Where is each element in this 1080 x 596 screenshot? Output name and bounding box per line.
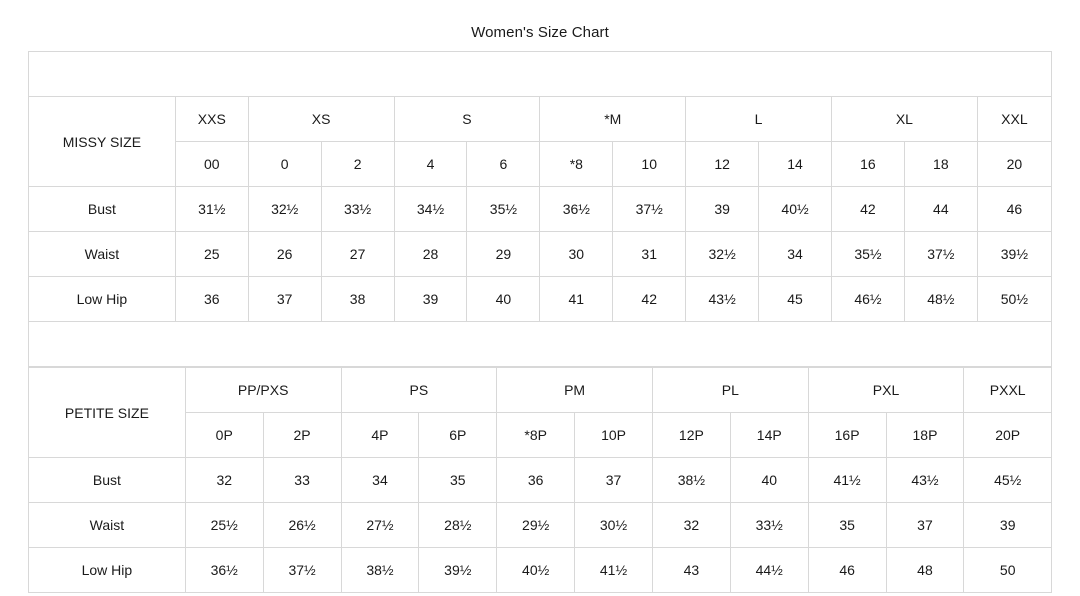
petite-num-4: *8P bbox=[497, 413, 575, 458]
missy-numeric-header-row bbox=[29, 142, 1052, 187]
missy-num-7: 12 bbox=[686, 142, 759, 187]
missy-bust-2: 33½ bbox=[321, 187, 394, 232]
missy-num-0: 00 bbox=[175, 142, 248, 187]
missy-bust-5: 36½ bbox=[540, 187, 613, 232]
missy-bottom-spacer-cell bbox=[29, 322, 1052, 367]
petite-table-wrapper bbox=[0, 367, 1080, 593]
petite-group-pp-pxs: PP/PXS bbox=[185, 368, 341, 413]
missy-group-header-row bbox=[29, 97, 1052, 142]
petite-waist-6: 32 bbox=[652, 503, 730, 548]
petite-num-9: 18P bbox=[886, 413, 964, 458]
petite-bust-6: 38½ bbox=[652, 458, 730, 503]
missy-row-label-bust: Bust bbox=[29, 187, 176, 232]
missy-waist-9: 35½ bbox=[831, 232, 904, 277]
missy-waist-11: 39½ bbox=[977, 232, 1051, 277]
table-row bbox=[29, 232, 1052, 277]
petite-size-label: PETITE SIZE bbox=[29, 368, 186, 458]
table-row bbox=[29, 277, 1052, 322]
missy-spacer-row bbox=[29, 52, 1052, 97]
petite-bust-9: 43½ bbox=[886, 458, 964, 503]
missy-lowhip-7: 43½ bbox=[686, 277, 759, 322]
petite-lowhip-2: 38½ bbox=[341, 548, 419, 593]
missy-waist-4: 29 bbox=[467, 232, 540, 277]
missy-num-8: 14 bbox=[759, 142, 832, 187]
missy-spacer-cell bbox=[29, 52, 1052, 97]
petite-lowhip-10: 50 bbox=[964, 548, 1052, 593]
petite-lowhip-8: 46 bbox=[808, 548, 886, 593]
petite-lowhip-3: 39½ bbox=[419, 548, 497, 593]
petite-size-table bbox=[28, 367, 1052, 593]
missy-bust-1: 32½ bbox=[248, 187, 321, 232]
petite-bust-3: 35 bbox=[419, 458, 497, 503]
petite-bust-7: 40 bbox=[730, 458, 808, 503]
petite-num-2: 4P bbox=[341, 413, 419, 458]
missy-lowhip-1: 37 bbox=[248, 277, 321, 322]
missy-row-label-waist: Waist bbox=[29, 232, 176, 277]
missy-bust-8: 40½ bbox=[759, 187, 832, 232]
missy-bust-9: 42 bbox=[831, 187, 904, 232]
missy-lowhip-9: 46½ bbox=[831, 277, 904, 322]
petite-group-pxl: PXL bbox=[808, 368, 964, 413]
missy-bust-0: 31½ bbox=[175, 187, 248, 232]
missy-num-4: 6 bbox=[467, 142, 540, 187]
missy-bottom-spacer-row bbox=[29, 322, 1052, 367]
petite-group-header-row bbox=[29, 368, 1052, 413]
table-row bbox=[29, 458, 1052, 503]
petite-waist-3: 28½ bbox=[419, 503, 497, 548]
missy-num-3: 4 bbox=[394, 142, 467, 187]
petite-lowhip-7: 44½ bbox=[730, 548, 808, 593]
petite-bust-4: 36 bbox=[497, 458, 575, 503]
missy-lowhip-8: 45 bbox=[759, 277, 832, 322]
missy-group-xxs: XXS bbox=[175, 97, 248, 142]
table-row bbox=[29, 503, 1052, 548]
petite-lowhip-1: 37½ bbox=[263, 548, 341, 593]
petite-waist-9: 37 bbox=[886, 503, 964, 548]
missy-group-l: L bbox=[686, 97, 832, 142]
missy-row-label-low-hip: Low Hip bbox=[29, 277, 176, 322]
petite-lowhip-5: 41½ bbox=[575, 548, 653, 593]
missy-waist-8: 34 bbox=[759, 232, 832, 277]
missy-waist-3: 28 bbox=[394, 232, 467, 277]
petite-lowhip-9: 48 bbox=[886, 548, 964, 593]
petite-num-1: 2P bbox=[263, 413, 341, 458]
missy-lowhip-0: 36 bbox=[175, 277, 248, 322]
missy-lowhip-11: 50½ bbox=[977, 277, 1051, 322]
missy-lowhip-5: 41 bbox=[540, 277, 613, 322]
missy-group-s: S bbox=[394, 97, 540, 142]
missy-bust-11: 46 bbox=[977, 187, 1051, 232]
missy-lowhip-2: 38 bbox=[321, 277, 394, 322]
missy-lowhip-4: 40 bbox=[467, 277, 540, 322]
missy-waist-6: 31 bbox=[613, 232, 686, 277]
petite-row-label-low-hip: Low Hip bbox=[29, 548, 186, 593]
petite-group-ps: PS bbox=[341, 368, 497, 413]
petite-num-5: 10P bbox=[575, 413, 653, 458]
petite-bust-5: 37 bbox=[575, 458, 653, 503]
missy-group-m: *M bbox=[540, 97, 686, 142]
missy-num-1: 0 bbox=[248, 142, 321, 187]
missy-bust-7: 39 bbox=[686, 187, 759, 232]
petite-bust-1: 33 bbox=[263, 458, 341, 503]
petite-waist-0: 25½ bbox=[185, 503, 263, 548]
petite-num-3: 6P bbox=[419, 413, 497, 458]
petite-num-7: 14P bbox=[730, 413, 808, 458]
petite-waist-4: 29½ bbox=[497, 503, 575, 548]
missy-lowhip-6: 42 bbox=[613, 277, 686, 322]
missy-waist-1: 26 bbox=[248, 232, 321, 277]
petite-lowhip-4: 40½ bbox=[497, 548, 575, 593]
petite-waist-5: 30½ bbox=[575, 503, 653, 548]
missy-bust-10: 44 bbox=[904, 187, 977, 232]
missy-lowhip-3: 39 bbox=[394, 277, 467, 322]
petite-group-pl: PL bbox=[652, 368, 808, 413]
missy-group-xs: XS bbox=[248, 97, 394, 142]
missy-table-wrapper bbox=[0, 51, 1080, 367]
missy-num-5: *8 bbox=[540, 142, 613, 187]
petite-waist-1: 26½ bbox=[263, 503, 341, 548]
missy-num-6: 10 bbox=[613, 142, 686, 187]
petite-bust-2: 34 bbox=[341, 458, 419, 503]
missy-waist-2: 27 bbox=[321, 232, 394, 277]
missy-bust-3: 34½ bbox=[394, 187, 467, 232]
missy-bust-4: 35½ bbox=[467, 187, 540, 232]
table-row bbox=[29, 548, 1052, 593]
petite-bust-0: 32 bbox=[185, 458, 263, 503]
petite-row-label-bust: Bust bbox=[29, 458, 186, 503]
petite-group-pm: PM bbox=[497, 368, 653, 413]
missy-waist-10: 37½ bbox=[904, 232, 977, 277]
missy-waist-5: 30 bbox=[540, 232, 613, 277]
petite-waist-8: 35 bbox=[808, 503, 886, 548]
missy-num-2: 2 bbox=[321, 142, 394, 187]
petite-num-10: 20P bbox=[964, 413, 1052, 458]
missy-bust-6: 37½ bbox=[613, 187, 686, 232]
petite-waist-2: 27½ bbox=[341, 503, 419, 548]
missy-num-10: 18 bbox=[904, 142, 977, 187]
petite-group-pxxl: PXXL bbox=[964, 368, 1052, 413]
petite-lowhip-6: 43 bbox=[652, 548, 730, 593]
petite-waist-10: 39 bbox=[964, 503, 1052, 548]
page-title: Women's Size Chart bbox=[471, 24, 609, 41]
petite-bust-8: 41½ bbox=[808, 458, 886, 503]
missy-num-9: 16 bbox=[831, 142, 904, 187]
missy-waist-7: 32½ bbox=[686, 232, 759, 277]
petite-row-label-waist: Waist bbox=[29, 503, 186, 548]
missy-group-xl: XL bbox=[831, 97, 977, 142]
missy-group-xxl: XXL bbox=[977, 97, 1051, 142]
petite-num-0: 0P bbox=[185, 413, 263, 458]
petite-bust-10: 45½ bbox=[964, 458, 1052, 503]
missy-size-label: MISSY SIZE bbox=[29, 97, 176, 187]
petite-lowhip-0: 36½ bbox=[185, 548, 263, 593]
table-row bbox=[29, 187, 1052, 232]
missy-lowhip-10: 48½ bbox=[904, 277, 977, 322]
missy-waist-0: 25 bbox=[175, 232, 248, 277]
petite-waist-7: 33½ bbox=[730, 503, 808, 548]
petite-num-6: 12P bbox=[652, 413, 730, 458]
petite-num-8: 16P bbox=[808, 413, 886, 458]
missy-num-11: 20 bbox=[977, 142, 1051, 187]
missy-size-table bbox=[28, 51, 1052, 367]
